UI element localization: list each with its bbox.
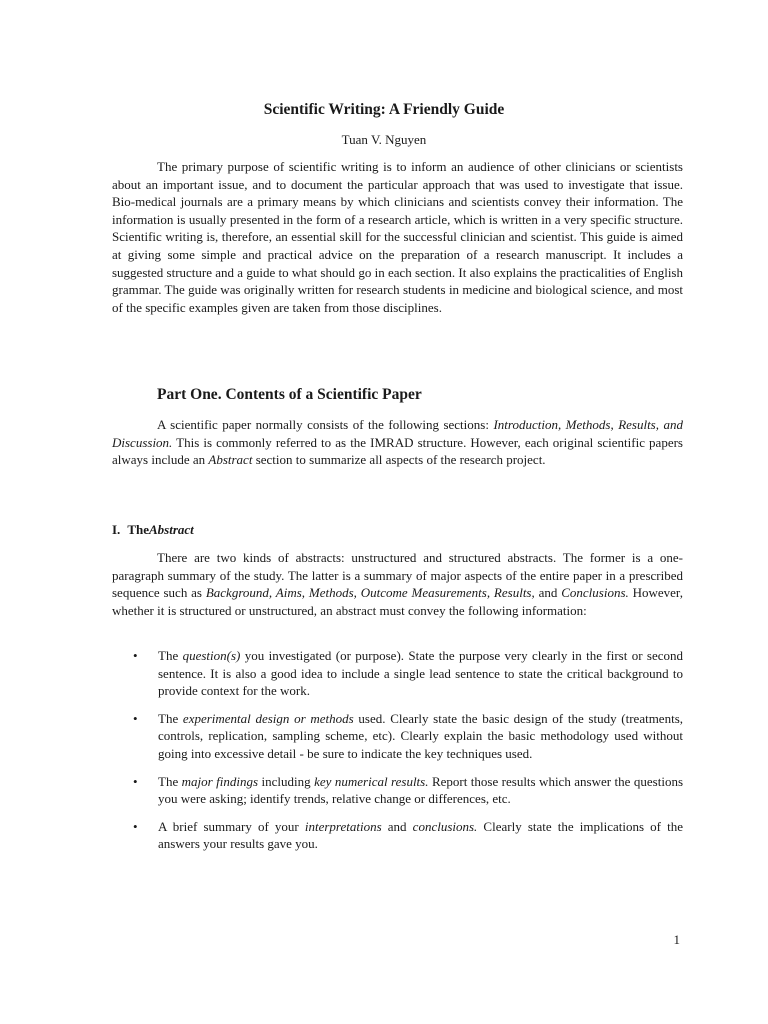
part-one-paragraph (112, 416, 683, 469)
bullet-text: A brief summary of your (158, 818, 305, 834)
bullet-text: The (158, 773, 182, 789)
bullet-italic: conclusions. (412, 818, 478, 834)
list-item (112, 710, 683, 763)
bullet-icon: • (133, 710, 138, 726)
bullet-text: The (158, 710, 183, 726)
section-heading-the: The (127, 522, 149, 537)
abstract-text-and: and (534, 585, 562, 601)
document-title: Scientific Writing: A Friendly Guide (263, 101, 505, 118)
bullet-icon: • (133, 773, 138, 789)
bullet-text: The (158, 648, 183, 663)
section-heading-abstract: Abstract (148, 522, 194, 537)
part-one-sections-italic: Introduction, Methods, Results, and Discussion. (112, 417, 683, 450)
bullet-icon: • (133, 818, 138, 834)
bullet-text: including (258, 773, 315, 789)
part-one-text-1: A scientific paper normally consists of the following sections: (157, 417, 494, 432)
part-one-heading: Part One. Contents of a Scientific Paper (157, 386, 422, 403)
document-author: Tuan V. Nguyen (341, 132, 427, 147)
bullet-icon: • (133, 648, 138, 663)
part-one-text-3: section to summarize all aspects of the research project. (252, 452, 546, 468)
abstract-bullet-list (112, 647, 683, 863)
abstract-sequence-italic: Background, Aims, Methods, Outcome Measurements, Results, (205, 585, 535, 601)
abstract-conclusions-italic: Conclusions. (561, 585, 629, 601)
bullet-text: you investigated (or purpose). State the purpose very clearly in the first or second sentence. It is also a good idea to include a single lead sentence to state the critical background to provide context for the work. (158, 648, 683, 699)
abstract-text-2: However, whether it is structured or unstructured, an abstract must convey the following information: (112, 585, 683, 618)
bullet-text: used. Clearly state the basic design of the study (treatments, controls, replication, sampling scheme, etc). Clearly explain the basic methodology used without going into excessive detail - be sure to indicate the key techniques used. (158, 710, 683, 761)
bullet-italic: major findings (181, 773, 259, 789)
bullet-text: Clearly state the implications of the answers your results gave you. (158, 818, 683, 852)
bullet-italic: question(s) (182, 648, 241, 663)
bullet-text: and (381, 818, 413, 834)
abstract-paragraph (112, 549, 683, 619)
part-one-abstract-italic: Abstract (208, 452, 253, 468)
list-item (112, 773, 683, 808)
abstract-section-heading (112, 522, 194, 538)
intro-paragraph: The primary purpose of scientific writing is to inform an audience of other clinicians or scientists about an important issue, and to document the particular approach that was used to investigate that issue. Bio-medical journals are a primary means by which clinicians and scientists convey their information. The information is usually presented in the form of a research article, which is written in a very specific structure. Scientific writing is, therefore, an essential skill for the successful clinician and scientist. This guide is aimed at giving some simple and practical advice on the preparation of a research manuscript. It includes a suggested structure and a guide to what should go in each section. It also explains the practicalities of English grammar. The guide was originally written for research students in medicine and biological science, and most of the specific examples given are taken from those disciplines. (112, 159, 683, 315)
bullet-italic: interpretations (304, 818, 382, 834)
page-number: 1 (673, 932, 680, 947)
part-one-text-2: This is commonly referred to as the IMRAD structure. However, each original scientific papers always include an (112, 434, 683, 468)
abstract-text-1: There are two kinds of abstracts: unstructured and structured abstracts. The former is a one-paragraph summary of the study. The latter is a summary of major aspects of the entire paper in a prescribed sequence such as (112, 550, 683, 601)
bullet-italic: key numerical results. (314, 773, 429, 789)
bullet-italic: experimental design or methods (182, 710, 354, 726)
bullet-text: Report those results which answer the questions you were asking; identify trends, relative change or differences, etc. (158, 773, 683, 807)
list-item (112, 647, 683, 700)
list-item (112, 818, 683, 853)
section-numeral: I. (112, 522, 121, 537)
